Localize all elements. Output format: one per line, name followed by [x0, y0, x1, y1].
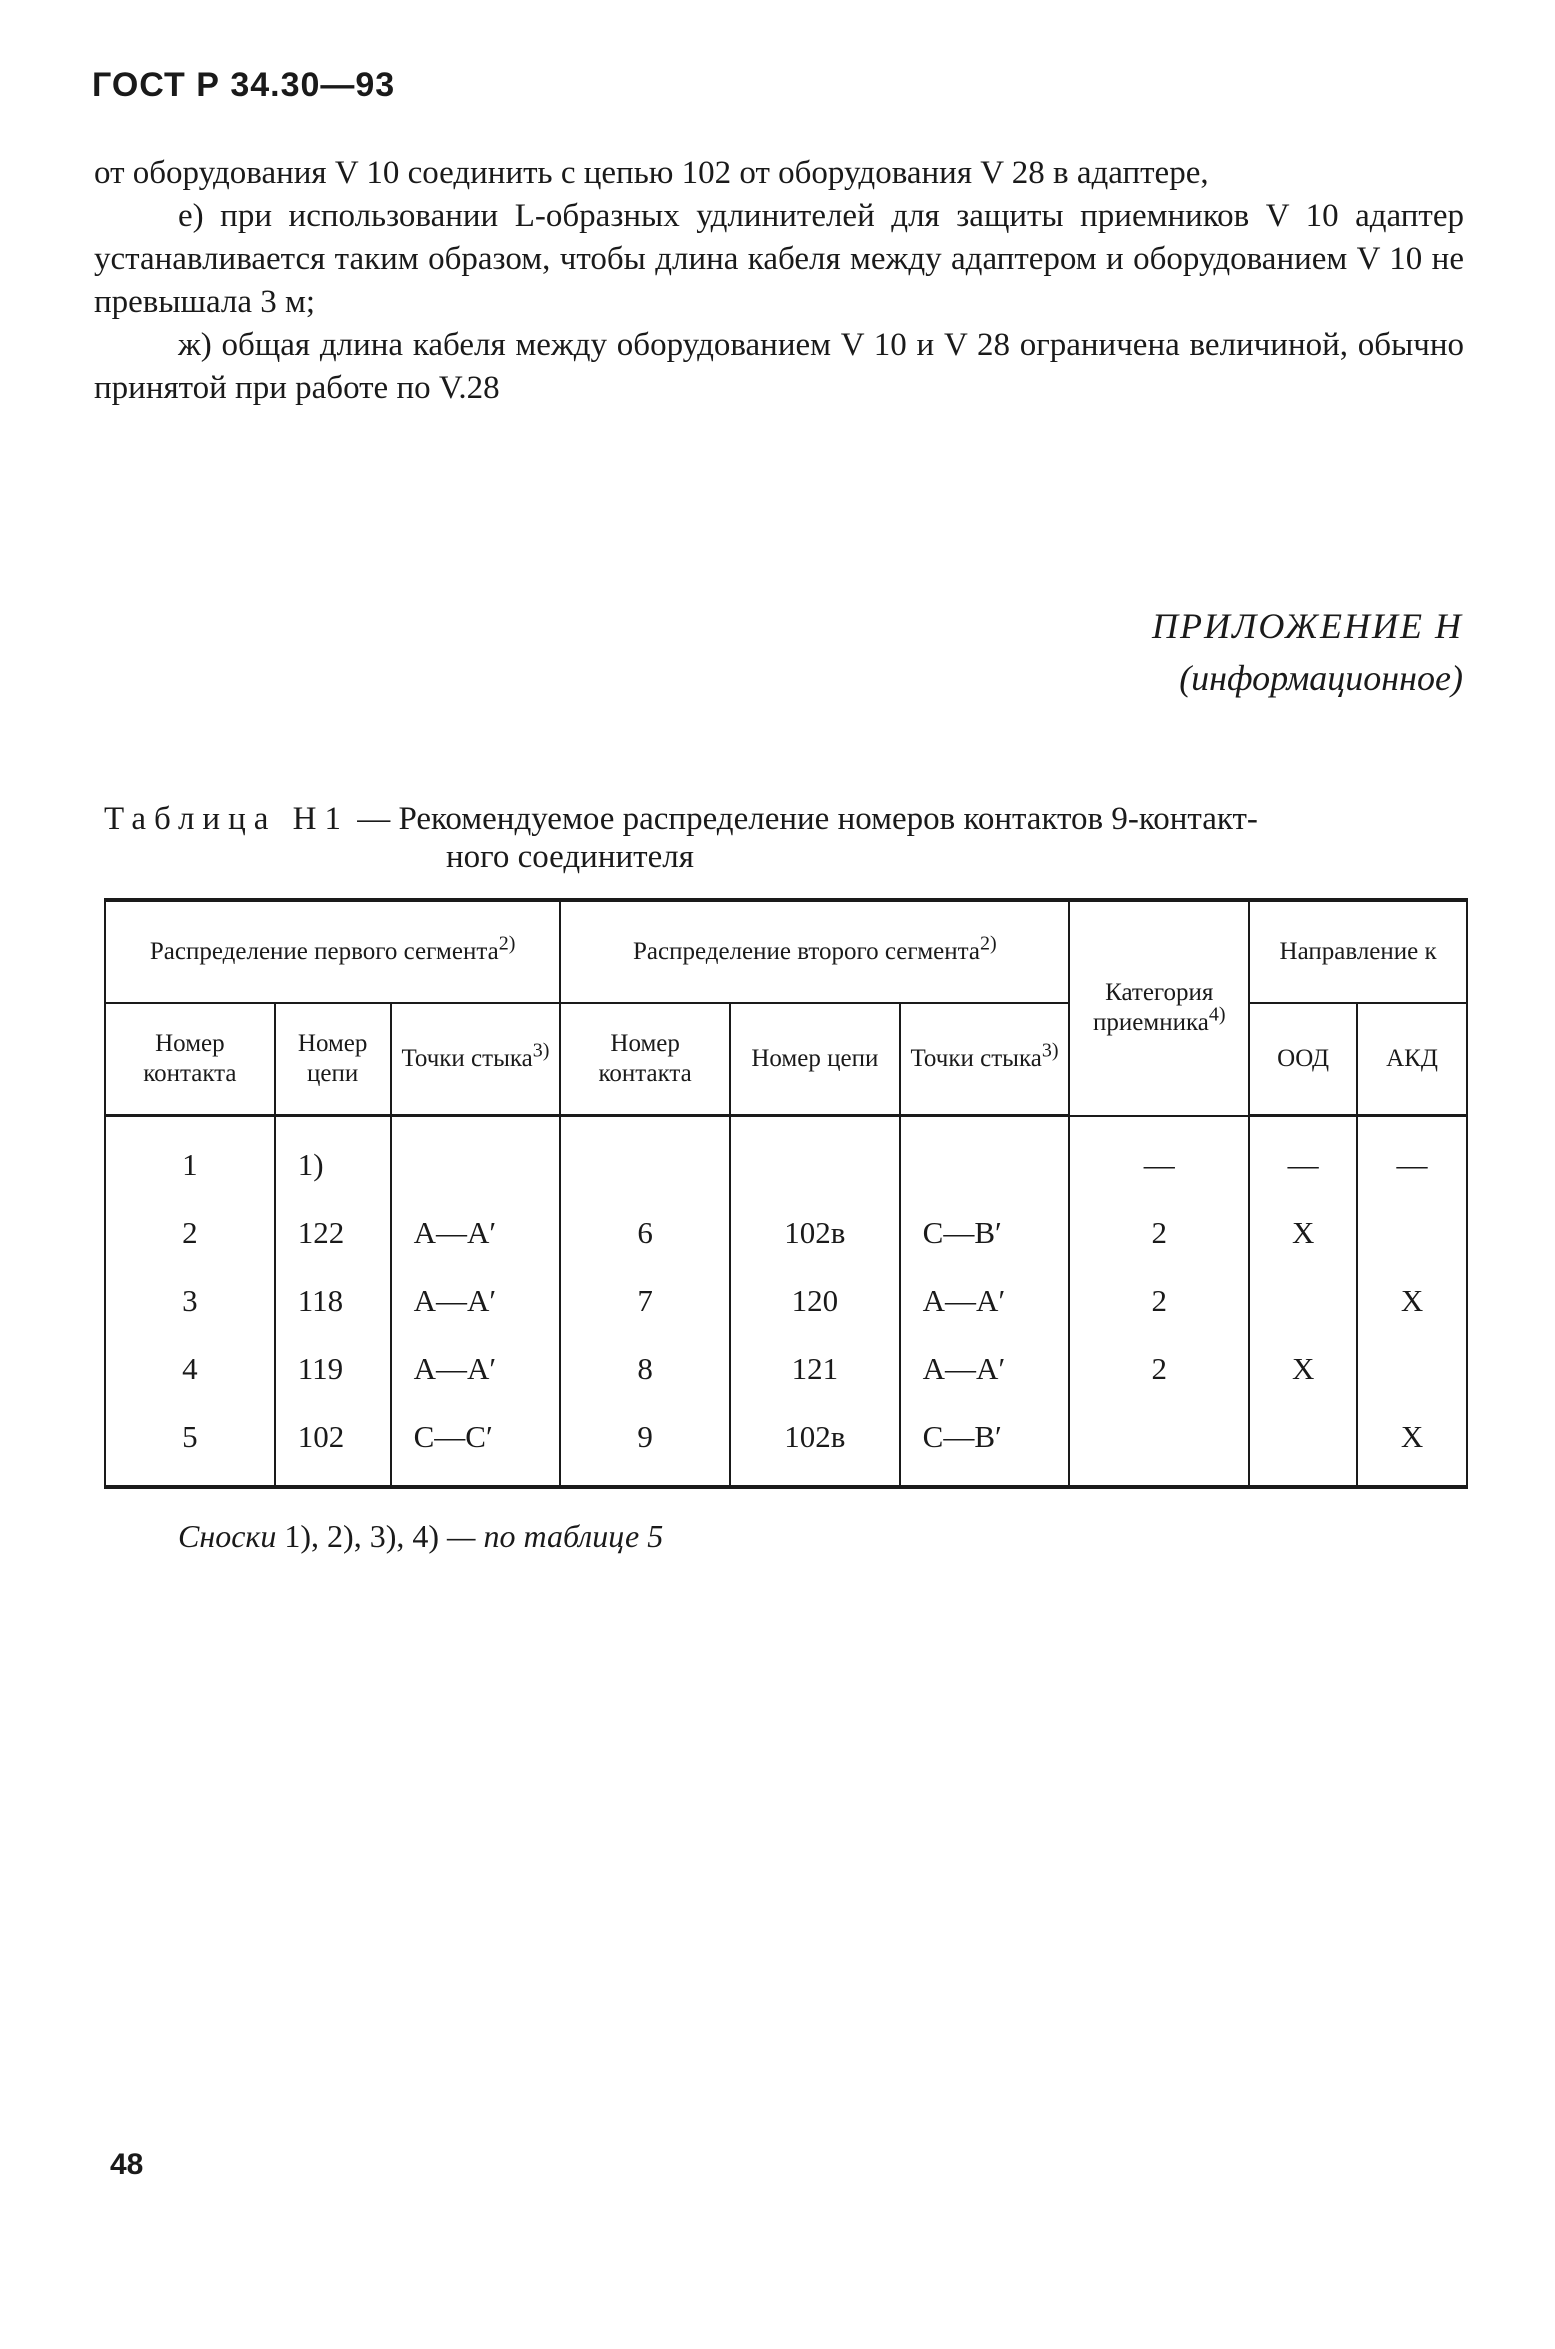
table-row	[105, 1335, 1467, 1403]
table-cell: Х	[1249, 1335, 1357, 1403]
table-row	[105, 1199, 1467, 1267]
table-cell: —	[1357, 1116, 1467, 1200]
table-cell: 102в	[730, 1403, 900, 1487]
body-text	[94, 152, 1464, 410]
table-caption-text: — Рекомендуемое распределение номеров контактов 9-контакт-	[357, 801, 1258, 837]
table-cell	[1069, 1403, 1249, 1487]
paragraph: ж) общая длина кабеля между оборудованием V 10 и V 28 ограничена величиной, обычно принятой при работе по V.28	[94, 327, 1464, 406]
table-cell: 6	[560, 1199, 730, 1267]
table-cell: 118	[275, 1267, 391, 1335]
table-cell: 8	[560, 1335, 730, 1403]
table-cell	[1357, 1199, 1467, 1267]
table-cell: 1)	[275, 1116, 391, 1200]
table-cell: С—С′	[391, 1403, 561, 1487]
table-cell: Х	[1357, 1403, 1467, 1487]
header-interface-points: Точки стыка$^{3)}$	[900, 1003, 1070, 1116]
table-caption	[104, 800, 1470, 876]
table-cell: 2	[105, 1199, 275, 1267]
footnote-refs: 1), 2), 3), 4)	[284, 1518, 440, 1554]
table-cell	[1249, 1403, 1357, 1487]
paragraph: е) при использовании L-образных удлинителей для защиты приемников V 10 адаптер устанавливается таким образом, чтобы длина кабеля между адаптером и оборудованием V 10 не превышала 3 м;	[94, 198, 1464, 320]
table-cell: 3	[105, 1267, 275, 1335]
table-cell: 122	[275, 1199, 391, 1267]
table-cell: 9	[560, 1403, 730, 1487]
footnote-label: Сноски	[178, 1518, 277, 1554]
table-caption-continuation: ного соединителя	[446, 839, 694, 875]
table-cell: 4	[105, 1335, 275, 1403]
header-circuit-number: Номер цепи	[730, 1003, 900, 1116]
table-cell: 1	[105, 1116, 275, 1200]
group-header-first-segment: Распределение первого сегмента$^{2)}$	[105, 900, 560, 1003]
pin-assignment-table	[104, 898, 1468, 1489]
table-cell: А—А′	[900, 1267, 1070, 1335]
header-dte: ООД	[1249, 1003, 1357, 1116]
header-direction: Направление к	[1249, 900, 1467, 1003]
table-cell: А—А′	[900, 1335, 1070, 1403]
table-cell: 5	[105, 1403, 275, 1487]
table-cell: 120	[730, 1267, 900, 1335]
table-cell: 102	[275, 1403, 391, 1487]
header-contact-number: Номер контакта	[560, 1003, 730, 1116]
header-receiver-category: Категория приемника$^{4)}$	[1069, 900, 1249, 1116]
table-cell: С—В′	[900, 1199, 1070, 1267]
table-cell: А—А′	[391, 1335, 561, 1403]
table-row	[105, 1116, 1467, 1200]
table-cell	[1357, 1335, 1467, 1403]
table-cell: Х	[1357, 1267, 1467, 1335]
table-cell: —	[1249, 1116, 1357, 1200]
table-cell: 2	[1069, 1335, 1249, 1403]
table-cell: А—А′	[391, 1199, 561, 1267]
table-cell: 2	[1069, 1199, 1249, 1267]
table-cell	[391, 1116, 561, 1200]
table-cell	[560, 1116, 730, 1200]
table-footnote	[178, 1518, 663, 1555]
paragraph: от оборудования V 10 соединить с цепью 102 от оборудования V 28 в адаптере,	[94, 155, 1209, 191]
table-caption-label: Таблица Н1	[104, 801, 349, 837]
group-header-second-segment: Распределение второго сегмента$^{2)}$	[560, 900, 1069, 1003]
table-cell: 2	[1069, 1267, 1249, 1335]
table-cell: —	[1069, 1116, 1249, 1200]
table-cell: А—А′	[391, 1267, 561, 1335]
table-cell: 7	[560, 1267, 730, 1335]
table-cell	[1249, 1267, 1357, 1335]
appendix-title: ПРИЛОЖЕНИЕ Н	[1152, 606, 1463, 646]
document-header: ГОСТ Р 34.30—93	[92, 66, 396, 104]
table-cell: 102в	[730, 1199, 900, 1267]
page-number: 48	[110, 2148, 144, 2181]
header-contact-number: Номер контакта	[105, 1003, 275, 1116]
table-row	[105, 1267, 1467, 1335]
footnote-text: — по таблице 5	[447, 1518, 664, 1554]
table-cell: 121	[730, 1335, 900, 1403]
appendix-subtitle: (информационное)	[1179, 658, 1463, 698]
header-dce: АКД	[1357, 1003, 1467, 1116]
table-cell: 119	[275, 1335, 391, 1403]
header-interface-points: Точки стыка$^{3)}$	[391, 1003, 561, 1116]
table-row	[105, 1403, 1467, 1487]
table-cell	[900, 1116, 1070, 1200]
table-cell: С—В′	[900, 1403, 1070, 1487]
appendix-heading	[1152, 600, 1463, 704]
table-cell	[730, 1116, 900, 1200]
header-circuit-number: Номер цепи	[275, 1003, 391, 1116]
table-cell: Х	[1249, 1199, 1357, 1267]
